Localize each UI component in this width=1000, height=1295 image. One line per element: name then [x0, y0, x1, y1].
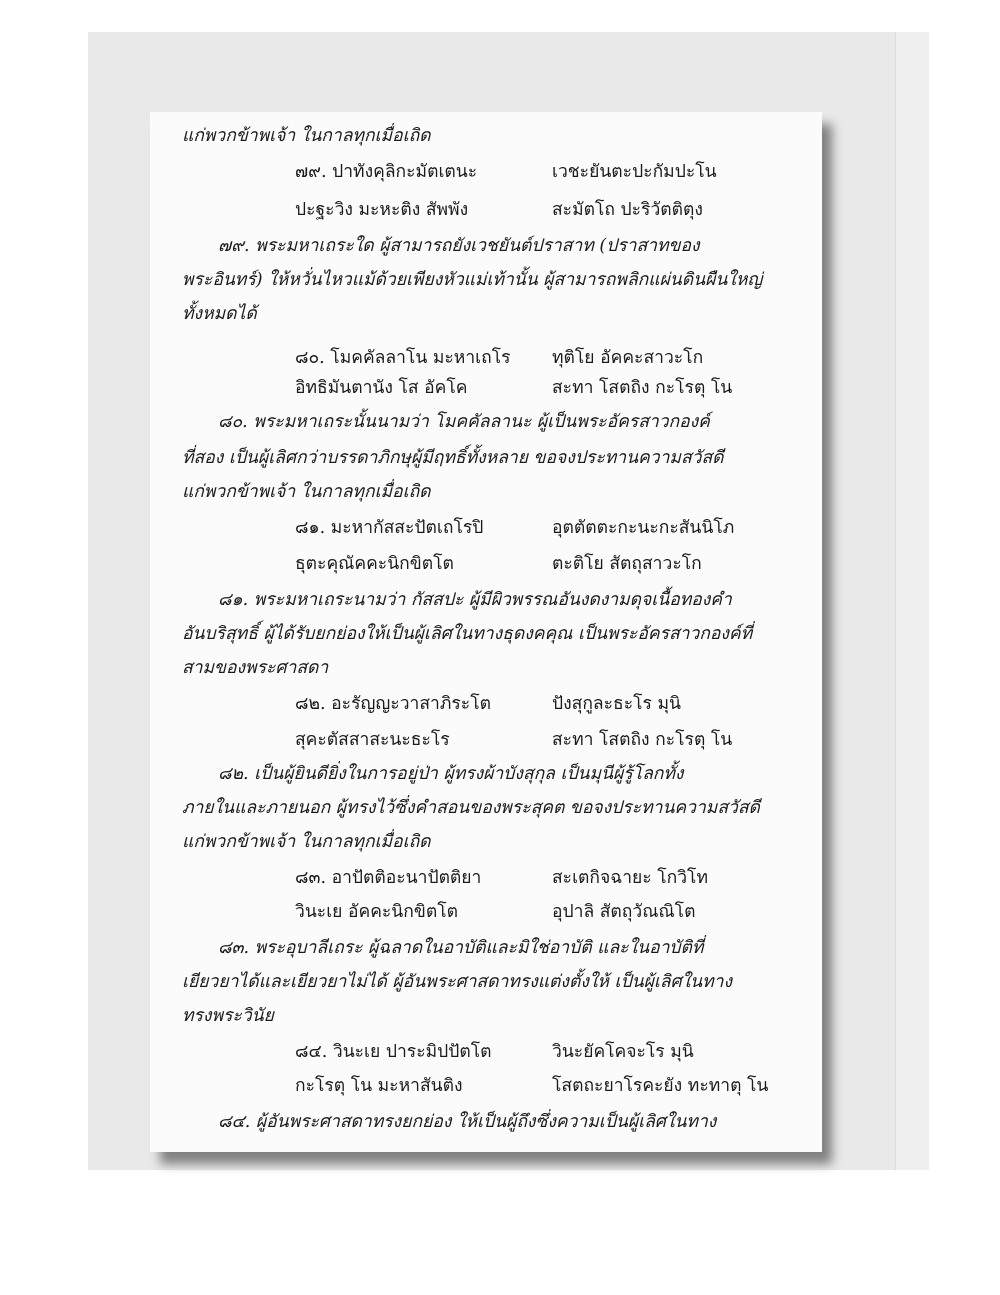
verse-pali: ทุติโย อัคคะสาวะโก — [552, 348, 704, 368]
verse-pali: ๘๒. อะรัญญะวาสาภิระโต — [295, 694, 491, 714]
text-line: สามของพระศาสดา — [182, 658, 329, 678]
text-line: ๘๓. พระอุบาลีเถระ ผู้ฉลาดในอาบัติและมิใช่อาบัติ และในอาบัติที่ — [218, 938, 704, 958]
verse-pali: สะเตกิจฉายะ โกวิโท — [552, 868, 708, 888]
verse-pali: ปังสุกูละธะโร มุนิ — [552, 694, 681, 714]
text-line: ๗๙. พระมหาเถระใด ผู้สามารถยังเวชยันต์ปราสาท (ปราสาทของ — [218, 236, 700, 256]
text-line: ๘๑. พระมหาเถระนามว่า กัสสปะ ผู้มีผิวพรรณอันงดงามดุจเนื้อทองคำ — [218, 590, 732, 610]
facing-page-edge — [895, 32, 929, 1170]
verse-pali: ๗๙. ปาทังคุลิกะมัตเตนะ — [295, 162, 478, 182]
verse-pali: สะทา โสตถิง กะโรตุ โน — [552, 378, 733, 398]
verse-pali: ๘๓. อาปัตติอะนาปัตติยา — [295, 868, 482, 888]
text-line: แก่พวกข้าพเจ้า ในกาลทุกเมื่อเถิด — [182, 126, 431, 146]
verse-pali: วินะยัคโคจะโร มุนิ — [552, 1042, 694, 1062]
verse-pali: ปะฐะวิง มะหะติง สัพพัง — [295, 200, 469, 220]
verse-pali: อิทธิมันตานัง โส อัคโค — [295, 378, 468, 398]
verse-pali: อุตตัตตะกะนะกะสันนิโภ — [552, 518, 735, 538]
text-line: ๘๔. ผู้อันพระศาสดาทรงยกย่อง ให้เป็นผู้ถึงซึ่งความเป็นผู้เลิศในทาง — [218, 1112, 717, 1132]
verse-pali: สุคะตัสสาสะนะธะโร — [295, 730, 450, 750]
text-line: เยียวยาได้และเยียวยาไม่ได้ ผู้อันพระศาสดาทรงแต่งตั้งให้ เป็นผู้เลิศในทาง — [182, 972, 733, 992]
verse-pali: โสตถะยาโรคะยัง ทะทาตุ โน — [552, 1076, 769, 1096]
verse-pali: สะทา โสตถิง กะโรตุ โน — [552, 730, 733, 750]
verse-pali: ตะติโย สัตถุสาวะโก — [552, 554, 702, 574]
verse-pali: สะมัตโถ ปะริวัตติตุง — [552, 200, 703, 220]
verse-pali: เวชะยันตะปะกัมปะโน — [552, 162, 717, 182]
text-line: ๘๒. เป็นผู้ยินดียิ่งในการอยู่ป่า ผู้ทรงผ้าบังสุกุล เป็นมุนีผู้รู้โลกทั้ง — [218, 764, 684, 784]
text-line: แก่พวกข้าพเจ้า ในกาลทุกเมื่อเถิด — [182, 832, 431, 852]
verse-number: ๗๙. — [218, 236, 250, 256]
text-line: ที่สอง เป็นผู้เลิศกว่าบรรดาภิกษุผู้มีฤทธิ์ทั้งหลาย ขอจงประทานความสวัสดี — [182, 448, 724, 468]
text-line: อันบริสุทธิ์ ผู้ได้รับยกย่องให้เป็นผู้เลิศในทางธุดงคคุณ เป็นพระอัครสาวกองค์ที่ — [182, 624, 753, 644]
verse-pali: อุปาลิ สัตถุวัณณิโต — [552, 902, 696, 922]
book-page — [150, 112, 822, 1152]
text-line: แก่พวกข้าพเจ้า ในกาลทุกเมื่อเถิด — [182, 482, 431, 502]
text-line: ทั้งหมดได้ — [182, 304, 257, 324]
verse-pali: ๘๑. มะหากัสสะปัตเถโรปิ — [295, 518, 484, 538]
text-line: พระอินทร์) ให้หวั่นไหวแม้ด้วยเพียงหัวแม่เท้านั้น ผู้สามารถพลิกแผ่นดินผืนใหญ่ — [182, 270, 763, 290]
verse-pali: กะโรตุ โน มะหาสันติง — [295, 1076, 463, 1096]
verse-pali: ๘๐. โมคคัลลาโน มะหาเถโร — [295, 348, 511, 368]
text-line: ทรงพระวินัย — [182, 1006, 274, 1026]
text-line: ภายในและภายนอก ผู้ทรงไว้ซึ่งคำสอนของพระสุคต ขอจงประทานความสวัสดี — [182, 798, 760, 818]
verse-pali: ธุตะคุณัคคะนิกขิตโต — [295, 554, 454, 574]
verse-pali: วินะเย อัคคะนิกขิตโต — [295, 902, 458, 922]
verse-pali: ๘๔. วินะเย ปาระมิปปัตโต — [295, 1042, 492, 1062]
text-line: ๘๐. พระมหาเถระนั้นนามว่า โมคคัลลานะ ผู้เป็นพระอัครสาวกองค์ — [218, 412, 710, 432]
